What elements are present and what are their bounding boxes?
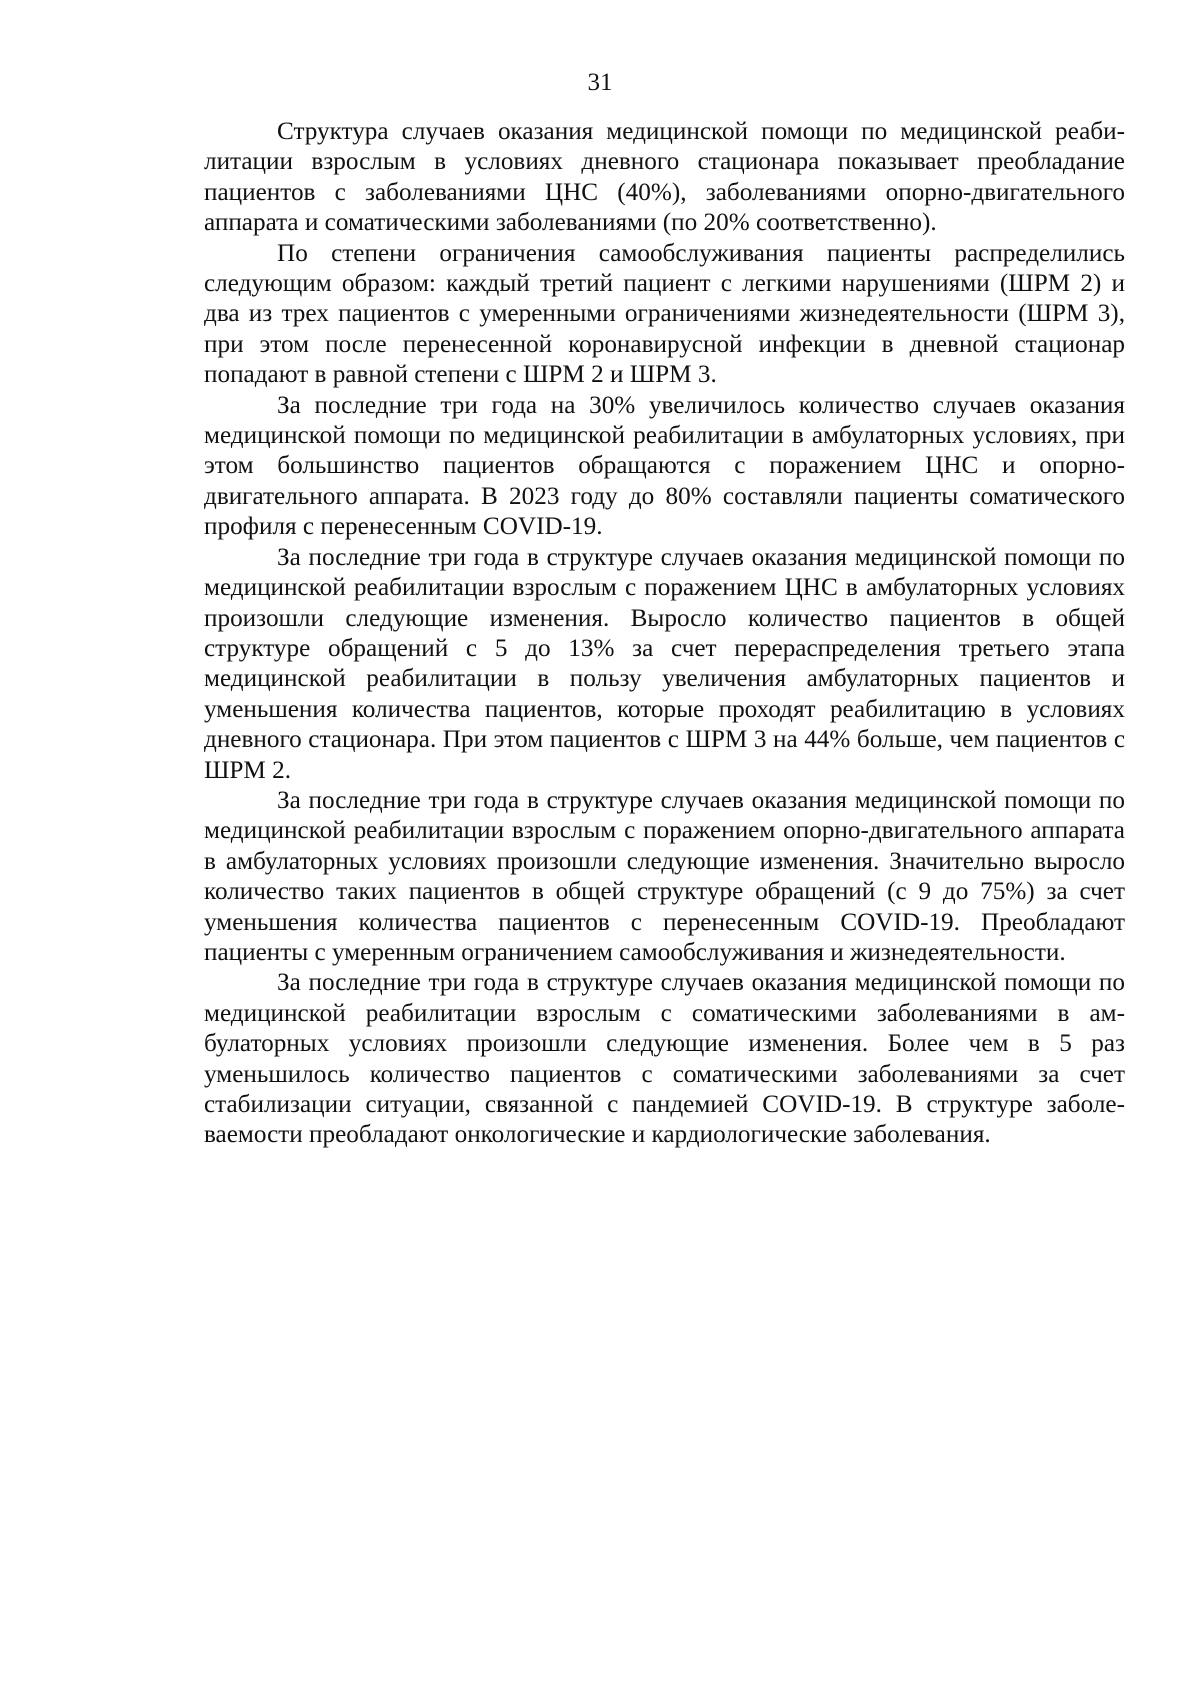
paragraph-1: Структура случаев оказания медицинской помощи по медицинской реабилитации взрослым в условиях дневного стационара показывает преобладание пациентов с заболеваниями ЦНС (40%), заболеваниями опорно-двигательного аппарата и соматическими заболеваниями (по 20% соответственно). — [204, 118, 1125, 237]
document-body — [204, 117, 1125, 1151]
paragraph-2: По степени ограничения самообслуживания пациенты распределились следующим образом: каждый третий пациент с легкими нарушениями (ШРМ 2) и два из трех пациентов с умеренными ограничениями жизнедеятельности (ШРМ 3), при этом после перенесенной коронавирусной инфекции в дневной стационар попадают в равной степени с ШРМ 2 и ШРМ 3. — [204, 239, 1125, 389]
paragraph-4: За последние три года в структуре случаев оказания медицинской помощи по медицинской реабилитации взрослым с поражением ЦНС в амбулаторных условиях произошли следующие изменения. Выросло количество пациентов в общей структуре обращений с 5 до 13% за счет перераспределения третьего этапа медицинской реабилитации в пользу увеличения амбулаторных пациентов и уменьшения количества пациентов, которые проходят реабилитацию в условиях дневного стационара. При этом пациентов с ШРМ 3 на 44% больше, чем пациентов с ШРМ 2. — [204, 543, 1125, 784]
paragraph-5: За последние три года в структуре случаев оказания медицинской помощи по медицинской реабилитации взрослым с поражением опорно-двигательного аппарата в амбулаторных условиях произошли следующие изменения. Значительно выросло количество таких пациентов в общей структуре обращений (с 9 до 75%) за счет уменьшения количества пациентов с перенесенным COVID-19. Преобладают пациенты с умеренным ограничением самообслуживания и жизнедеятельности. — [204, 786, 1125, 966]
paragraph-3: За последние три года на 30% увеличилось количество случаев оказания медицинской помощи по медицинской реабилитации в амбулаторных условиях, при этом большинство пациентов обращаются с поражением ЦНС и опорно-двигательного аппарата. В 2023 году до 80% составляли пациенты соматического профиля с перенесенным COVID-19. — [204, 391, 1125, 541]
page-number: 31 — [587, 69, 613, 96]
paragraph-6: За последние три года в структуре случаев оказания медицинской помощи по медицинской реабилитации взрослым с соматическими заболеваниями в амбулаторных условиях произошли следующие изменения. Более чем в 5 раз уменьшилось количество пациентов с соматическими заболеваниями за счет стабилизации ситуации, связанной с пандемией COVID-19. В структуре заболеваемости преобладают онкологические и кардиологические заболевания. — [204, 969, 1125, 1149]
